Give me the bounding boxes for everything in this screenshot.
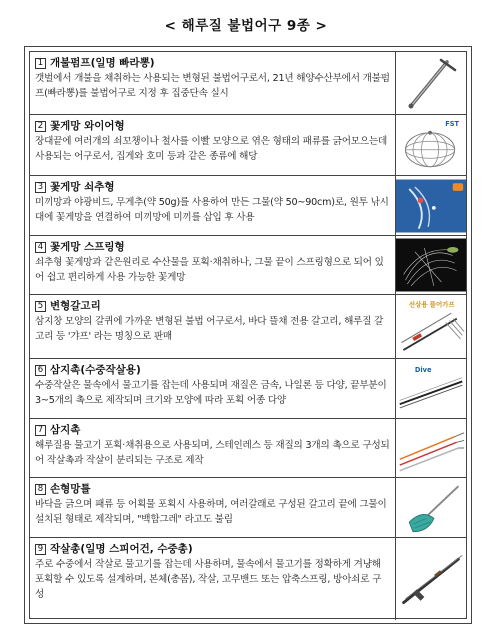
gear-row-4	[30, 236, 466, 295]
gear-title-7	[35, 422, 390, 438]
gear-row-9	[30, 538, 466, 620]
gear-text-2	[30, 115, 396, 175]
gear-row-5	[30, 295, 466, 359]
gear-title-5	[35, 298, 390, 314]
gear-number-6: 6	[35, 365, 46, 376]
gear-table	[29, 51, 467, 619]
gear-number-2: 2	[35, 121, 46, 132]
gear-title-text-2: 꽃게망 와이어형	[50, 120, 125, 132]
gear-row-6	[30, 359, 466, 419]
gear-image-6	[396, 359, 466, 418]
gear-desc-8: 바닥을 긁으며 패류 등 어획물 포획시 사용하며, 여러갈래로 구성된 갈고리 끝에 그물이 설치된 형태로 제작되며, "백합그레" 라고도 불림	[35, 499, 387, 525]
clam-pump-image	[401, 54, 461, 112]
gear-title-text-3: 꽃게망 쇠추형	[50, 181, 115, 193]
gear-title-text-4: 꽃게망 스프링형	[50, 241, 125, 253]
gear-text-4	[30, 236, 396, 294]
document-frame	[24, 46, 472, 624]
gear-image-8	[396, 478, 466, 537]
image-brand-label: FST	[445, 120, 459, 129]
gear-image-1	[396, 52, 466, 114]
page-title-bar	[0, 10, 492, 38]
gear-desc-2: 장대끝에 여러개의 쇠꼬챙이나 철사를 이빨 모양으로 엮은 형태의 패류를 긁어모으는데 사용되는 어구로서, 집게와 호미 등과 같은 종류에 해당	[35, 136, 388, 162]
gear-row-3	[30, 176, 466, 236]
gear-image-2	[396, 115, 466, 175]
gear-number-7: 7	[35, 425, 46, 436]
gear-title-text-8: 손형망틀	[50, 483, 91, 495]
gear-desc-9: 주로 수중에서 작살로 물고기를 잡는데 사용하며, 물속에서 물고기를 정확하게 겨냥해 포획할 수 있도록 설계하며, 본체(총몸), 작살, 고무밴드 또는 압축스프링, 방아쇠로 구성	[35, 559, 382, 600]
gear-desc-1: 갯벌에서 개불을 채취하는 사용되는 변형된 불법어구로서, 21년 해양수산부에서 개불펌프(빠라뽕)를 불법어구로 지정 후 집중단속 실시	[35, 73, 390, 99]
gear-number-9: 9	[35, 544, 46, 555]
gear-image-3	[396, 176, 466, 235]
gear-text-5	[30, 295, 396, 358]
image-brand-label-6: Dive	[414, 365, 432, 374]
gear-image-4	[396, 236, 466, 294]
gear-desc-5: 삼지창 모양의 갈퀴에 가까운 변형된 불법 어구로서, 바다 뜰채 전용 갈고리, 해루질 갈고리 등 '갸프' 라는 명칭으로 판매	[35, 316, 384, 342]
gear-title-text-5: 변형갈고리	[50, 300, 101, 312]
modified-hook-image	[396, 296, 466, 358]
gear-text-9	[30, 538, 396, 620]
page-title: < 해루질 불법어구 9종 >	[159, 14, 334, 34]
gear-row-1	[30, 52, 466, 115]
wire-crab-trap-image	[396, 116, 466, 174]
spear-trident-image	[396, 361, 466, 417]
gear-title-4	[35, 239, 390, 255]
gear-image-7	[396, 419, 466, 477]
gear-title-text-7: 삼지촉	[50, 424, 81, 436]
gear-row-8	[30, 478, 466, 538]
gear-text-3	[30, 176, 396, 235]
gear-text-1	[30, 52, 396, 114]
gear-desc-7: 해루질용 물고기 포획·채취용으로 사용되며, 스테인레스 등 재질의 3개의 촉으로 구성되어 작살촉과 작살이 분리되는 구조로 제작	[35, 440, 390, 466]
gear-title-text-9: 작살총(일명 스피어건, 수중총)	[50, 543, 193, 555]
hand-net-frame-image	[396, 479, 466, 537]
gear-text-7	[30, 419, 396, 477]
gear-number-3: 3	[35, 182, 46, 193]
image-product-label: 선상용 뜰어가프	[408, 300, 455, 309]
gear-desc-4: 쇠추형 꽃게망과 같은원리로 수산물을 포획·채취하나, 그물 끝이 스프링형으로 되어 있어 쉽고 편리하게 사용 가능한 꽃게망	[35, 257, 384, 283]
gear-row-7	[30, 419, 466, 478]
gear-title-text-1: 개불펌프(일명 빠라뽕)	[50, 57, 155, 69]
gear-title-9	[35, 541, 390, 557]
gear-image-9	[396, 538, 466, 620]
speargun-image	[396, 548, 466, 610]
gear-number-1: 1	[35, 58, 46, 69]
gear-title-8	[35, 481, 390, 497]
gear-image-5	[396, 295, 466, 358]
gear-desc-6: 수중작살은 물속에서 물고기를 잡는데 사용되며 재질은 금속, 나일론 등 다양, 끝부분이 3~5개의 촉으로 제작되며 크기와 모양에 따라 포획 어종 다양	[35, 380, 387, 406]
gear-number-8: 8	[35, 484, 46, 495]
trident-head-image	[396, 420, 466, 476]
gear-title-3	[35, 179, 390, 195]
gear-text-8	[30, 478, 396, 537]
gear-title-6	[35, 362, 390, 378]
gear-desc-3: 미끼망과 야광비드, 무게추(약 50g)를 사용하여 만든 그물(약 50~90cm)로, 원투 낚시대에 꽃게망을 연결하여 미끼망에 미끼를 삽입 후 사용	[35, 197, 389, 223]
gear-title-2	[35, 118, 390, 134]
weighted-crab-net-image	[396, 178, 466, 234]
gear-number-5: 5	[35, 301, 46, 312]
gear-title-text-6: 삼지촉(수중작살용)	[50, 364, 141, 376]
gear-title-1	[35, 55, 390, 71]
spring-crab-net-image	[396, 237, 466, 293]
gear-number-4: 4	[35, 242, 46, 253]
gear-row-2	[30, 115, 466, 176]
gear-text-6	[30, 359, 396, 418]
